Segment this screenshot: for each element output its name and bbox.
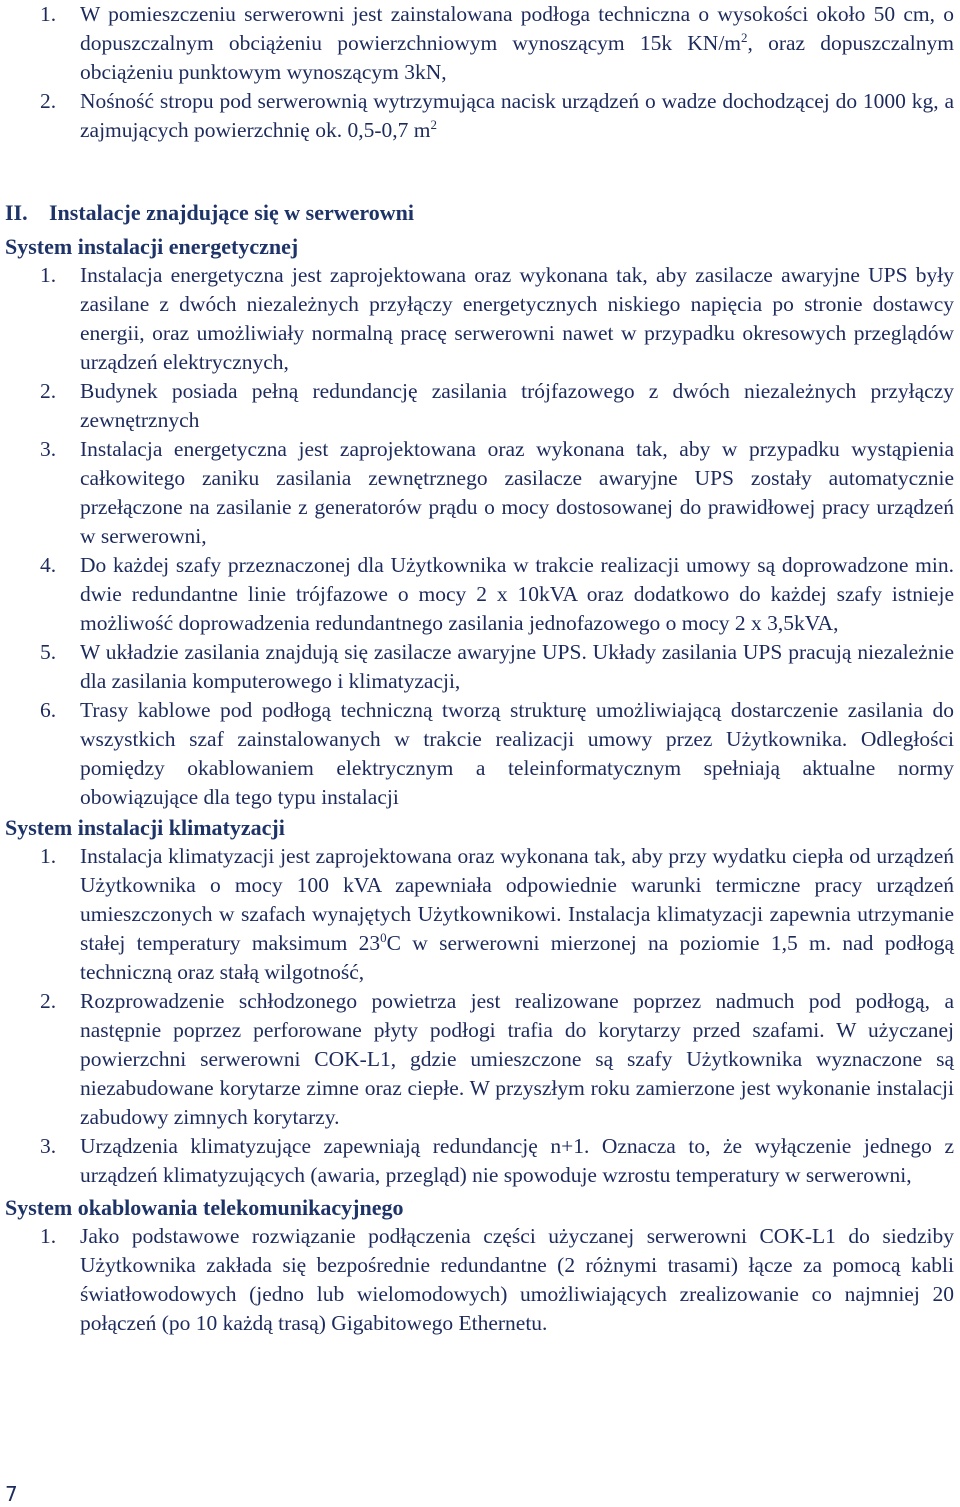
list-item — [0, 87, 960, 145]
list-number: 4. — [40, 553, 57, 577]
list-item — [0, 987, 960, 1132]
list-number: 2. — [40, 89, 57, 113]
list-item — [0, 261, 960, 377]
list-number: 2. — [40, 989, 57, 1013]
energy-list — [0, 261, 960, 812]
list-item — [0, 377, 960, 435]
list-text-cont: C w serwerowni mierzonej na poziomie 1,5 m. nad podłogą techniczną oraz stałą wilgotność, — [80, 931, 954, 984]
heading-telecom: System okablowania telekomunikacyjnego — [5, 1195, 404, 1220]
list-text: Jako podstawowe rozwiązanie podłączenia części użyczanej serwerowni COK-L1 do siedziby Użytkownika zakłada się bezpośrednie redundantne (2 różnymi trasami) łącze za pomocą kabli światłowodowych (jedno lub wielomodowych) umożliwiających zrealizowanie co najmniej 20 połączeń (po 10 każdą trasą) Gigabitowego Ethernetu. — [80, 1224, 954, 1335]
list-text: Urządzenia klimatyzujące zapewniają redundancję n+1. Oznacza to, że wyłączenie jednego z urządzeń klimatyzujących (awaria, przegląd) nie spowoduje wzrostu temperatury w serwerowni, — [80, 1134, 954, 1187]
list-text: Nośność stropu pod serwerownią wytrzymująca nacisk urządzeń o wadze dochodzącej do 1000 kg, a zajmujących powierzchnię ok. 0,5-0,7 m — [80, 89, 954, 142]
list-item — [0, 1222, 960, 1338]
superscript: 2 — [430, 116, 437, 132]
list-text: Budynek posiada pełną redundancję zasilania trójfazowego z dwóch niezależnych przyłączy zewnętrznych — [80, 379, 954, 432]
section-title — [0, 198, 960, 227]
list-number: 3. — [40, 1134, 57, 1158]
list-number: 6. — [40, 698, 57, 722]
list-item — [0, 842, 960, 987]
list-text-cont: , oraz dopuszczalnym obciążeniu punktowym wynoszącym 3kN, — [80, 31, 955, 84]
list-text: Trasy kablowe pod podłogą techniczną tworzą strukturę umożliwiającą dostarczenie zasilania do wszystkich szaf zainstalowanych w trakcie realizacji umowy przez Użytkownika. Odległości pomiędzy okablowaniem elektrycznym a teleinformatycznym spełniają aktualne normy obowiązujące dla tego typu instalacji — [80, 698, 954, 809]
telecom-list — [0, 1222, 960, 1338]
list-number: 1. — [40, 2, 57, 26]
list-item — [0, 1132, 960, 1190]
list-item — [0, 696, 960, 812]
section-title-text: Instalacje znajdujące się w serwerowni — [49, 200, 414, 225]
heading-air-conditioning: System instalacji klimatyzacji — [5, 815, 285, 840]
list-item — [0, 0, 960, 87]
list-text: Instalacja energetyczna jest zaprojektowana oraz wykonana tak, aby zasilacze awaryjne UPS były zasilane z dwóch niezależnych przyłączy energetycznych niskiego napięcia po stronie dostawcy energii, oraz umożliwiały normalną pracę serwerowni nawet w przypadku okresowych przeglądów urządzeń elektrycznych, — [80, 263, 954, 374]
list-text: W pomieszczeniu serwerowni jest zainstalowana podłoga techniczna o wysokości około 50 cm, o dopuszczalnym obciążeniu powierzchniowym wynoszącym 15k KN/m — [80, 2, 954, 55]
list-text: W układzie zasilania znajdują się zasilacze awaryjne UPS. Układy zasilania UPS pracują niezależnie dla zasilania komputerowego i klimatyzacji, — [80, 640, 954, 693]
floor-load-list — [0, 0, 960, 145]
superscript: 0 — [380, 929, 387, 945]
list-number: 5. — [40, 640, 57, 664]
list-item — [0, 638, 960, 696]
superscript: 2 — [741, 29, 748, 45]
air-conditioning-list — [0, 842, 960, 1190]
list-number: 2. — [40, 379, 57, 403]
list-number: 1. — [40, 844, 57, 868]
list-text: Do każdej szafy przeznaczonej dla Użytkownika w trakcie realizacji umowy są doprowadzone min. dwie redundantne linie trójfazowe o mocy 2 x 10kVA oraz dodatkowo do każdej szafy istnieje możliwość doprowadzenia redundantnego zasilania jednofazowego o mocy 2 x 3,5kVA, — [80, 553, 954, 635]
section-number: II. — [5, 200, 28, 225]
list-text: Instalacja klimatyzacji jest zaprojektowana oraz wykonana tak, aby przy wydatku ciepła od urządzeń Użytkownika o mocy 100 kVA zapewniała odpowiednie warunki termiczne pracy urządzeń umieszczonych w szafach wynajętych Użytkownikowi. Instalacja klimatyzacji zapewnia utrzymanie stałej temperatury maksimum 23 — [80, 844, 954, 955]
list-number: 3. — [40, 437, 57, 461]
list-item — [0, 551, 960, 638]
list-number: 1. — [40, 1224, 57, 1248]
list-number: 1. — [40, 263, 57, 287]
heading-energy: System instalacji energetycznej — [5, 234, 299, 259]
list-text: Rozprowadzenie schłodzonego powietrza jest realizowane poprzez nadmuch pod podłogą, a następnie poprzez perforowane płyty podłogi trafia do korytarzy przed szafami. W użyczanej powierzchni serwerowni COK-L1, gdzie umieszczone są szafy Użytkownika wyznaczone są niezabudowane korytarze zimne oraz ciepłe. W przyszłym roku zamierzone jest wykonanie instalacji zabudowy zimnych korytarzy. — [80, 989, 954, 1129]
page-number: 7 — [5, 1482, 18, 1506]
list-text: Instalacja energetyczna jest zaprojektowana oraz wykonana tak, aby w przypadku wystąpienia całkowitego zaniku zasilania zewnętrznego zasilacze awaryjne UPS zostały automatycznie przełączone na zasilanie z generatorów prądu o mocy dostosowanej do prawidłowej pracy urządzeń w serwerowni, — [80, 437, 954, 548]
list-item — [0, 435, 960, 551]
